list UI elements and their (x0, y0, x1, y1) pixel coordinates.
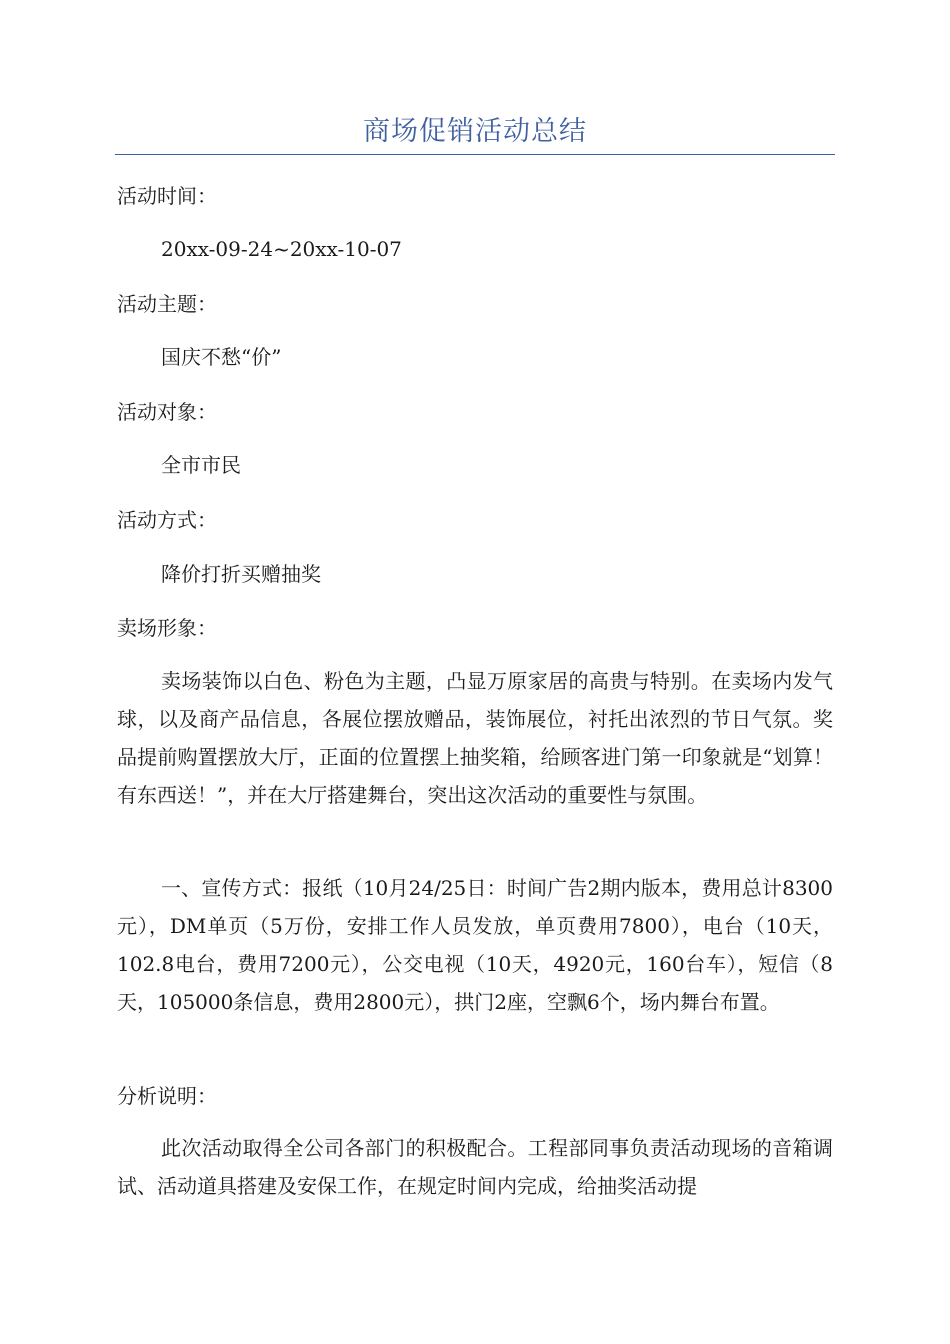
activity-audience-value: 全市市民 (161, 453, 241, 477)
analysis-label: 分析说明： (117, 1084, 217, 1108)
promotion-paragraph: 一、宣传方式：报纸（10月24/25日：时间广告2期内版本，费用总计8300元），DM单页（5万份，安排工作人员发放，单页费用7800），电台（10天，102.8电台，费用7200元），公交电视（10天，4920元，160台车），短信（8天，105000条信息，费用2800元），拱门2座，空飘6个，场内舞台布置。 (117, 876, 833, 1014)
activity-method-value: 降价打折买赠抽奖 (161, 562, 321, 586)
store-image-label: 卖场形象： (117, 616, 217, 640)
activity-audience-label: 活动对象： (117, 400, 217, 424)
store-image-paragraph: 卖场装饰以白色、粉色为主题，凸显万原家居的高贵与特别。在卖场内发气球，以及商产品信息，各展位摆放赠品，装饰展位，衬托出浓烈的节日气氛。奖品提前购置摆放大厅，正面的位置摆上抽奖箱，给顾客进门第一印象就是“划算！有东西送！”，并在大厅搭建舞台，突出这次活动的重要性与氛围。 (117, 669, 833, 807)
activity-theme-label: 活动主题： (117, 292, 217, 316)
activity-method-label: 活动方式： (117, 508, 217, 532)
document-title: 商场促销活动总结 (363, 116, 587, 147)
title-underline (115, 154, 835, 155)
activity-time-value: 20xx-09-24~20xx-10-07 (161, 237, 402, 261)
activity-theme-value: 国庆不愁“价” (161, 345, 282, 369)
analysis-paragraph: 此次活动取得全公司各部门的积极配合。工程部同事负责活动现场的音箱调试、活动道具搭建及安保工作，在规定时间内完成，给抽奖活动提 (117, 1136, 833, 1198)
activity-time-label: 活动时间： (117, 184, 217, 208)
